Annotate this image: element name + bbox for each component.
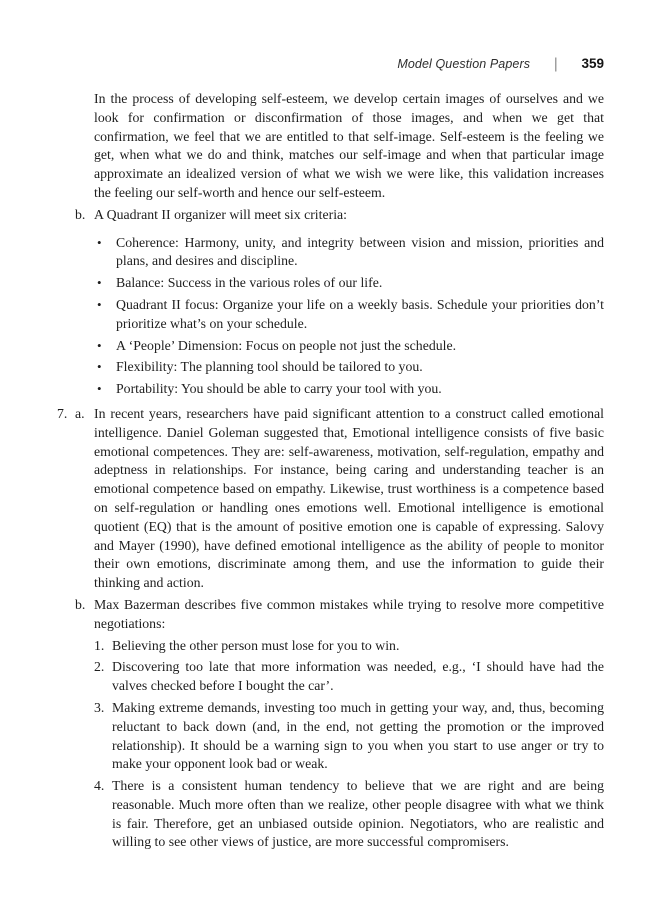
numbered-item-text: There is a consistent human tendency to believe that we are right and are being reasonable. Much more often than we realize, other people disagree with what we think is fair. Therefore, get an unbiased outside opinion. Negotiators, who are realistic and willing to see other views of justice, are more successful compromisers. xyxy=(112,778,604,850)
numbered-item-text: Making extreme demands, investing too much in getting your way, and, thus, becoming reluctant to back down (and, in the end, not getting the promotion or the improved relationship). It should be a warning sign to you when you start to use anger or try to make your opponent look bad or weak. xyxy=(112,699,604,772)
running-title: Model Question Papers xyxy=(397,57,531,71)
item-number: 7. xyxy=(57,405,68,421)
numbered-item-text: Believing the other person must lose for you to win. xyxy=(112,637,400,653)
header-separator-bar: | xyxy=(554,54,558,73)
bullet-text: Coherence: Harmony, unity, and integrity between vision and mission, priorities and plans, and desires and discipline. xyxy=(116,234,604,269)
item-content xyxy=(94,206,604,399)
numbered-item-4 xyxy=(94,777,604,852)
numbered-item-2 xyxy=(94,658,604,696)
list-item-b-quadrant-organizer xyxy=(75,206,604,399)
numbered-item-number: 4. xyxy=(94,778,105,794)
item-text: Max Bazerman describes five common mistakes while trying to resolve more competitive negotiations: xyxy=(94,596,604,631)
bullet-icon: • xyxy=(97,359,102,375)
numbered-item-number: 1. xyxy=(94,637,105,653)
item-text: In recent years, researchers have paid significant attention to a construct called emotional intelligence. Daniel Goleman suggested that, Emotional intelligence consists of five basic emotional competences. They are: self-awareness, motivation, self-regulation, empathy and adeptness in relationships. For instance, being caring and understanding teacher is an emotional competence based on empathy. Likewise, trust worthiness is a competence based on self-regulation or handling ones emotions well. Emotional intelligence is emotional quotient (EQ) that is the amount of positive emotion one is capable of expressing. Salovy and Mayer (1990), have defined emotional intelligence as the ability of people to monitor their own emotions, discriminate among them, and use the information to guide their thinking and action. xyxy=(94,405,604,591)
bullet-item-flexibility xyxy=(94,358,604,377)
criteria-bullet-list xyxy=(94,234,604,399)
bullet-text: Portability: You should be able to carry your tool with you. xyxy=(116,381,442,397)
item-label: b. xyxy=(75,206,86,222)
bullet-icon: • xyxy=(97,275,102,291)
bullet-text: A ‘People’ Dimension: Focus on people not just the schedule. xyxy=(116,337,457,353)
mistakes-numbered-list xyxy=(94,637,604,853)
bullet-text: Balance: Success in the various roles of our life. xyxy=(116,275,383,291)
bullet-icon: • xyxy=(97,296,102,312)
bullet-item-portability xyxy=(94,380,604,399)
item-label: b. xyxy=(75,596,86,612)
item-content xyxy=(94,405,604,593)
bullet-text: Flexibility: The planning tool should be tailored to you. xyxy=(116,359,423,375)
item-text: A Quadrant II organizer will meet six criteria: xyxy=(94,206,347,222)
numbered-item-3 xyxy=(94,699,604,774)
item-content xyxy=(94,596,604,852)
paragraph-self-esteem: In the process of developing self-esteem, we develop certain images of ourselves and we look for confirmation or disconfirmation of those images, and when we get that confirmation, we feel that we are entitled to that self-image. Self-esteem is the feeling we get, when what we do and think, matches our self-image and when that particular image approximate an idealized version of what we wish we were like, this validation increases the feeling our self-worth and hence our self-esteem. xyxy=(94,91,604,200)
bullet-item-balance xyxy=(94,274,604,293)
item-label: a. xyxy=(75,405,85,421)
numbered-item-number: 3. xyxy=(94,699,105,715)
page-header xyxy=(57,56,604,71)
bullet-text: Quadrant II focus: Organize your life on a weekly basis. Schedule your priorities don’t prioritize what’s on your schedule. xyxy=(116,296,604,331)
numbered-item-number: 2. xyxy=(94,659,105,675)
bullet-item-quadrant-focus xyxy=(94,296,604,334)
list-item-7a-emotional-intelligence xyxy=(57,405,604,593)
list-item-7b-bazerman-mistakes xyxy=(75,596,604,852)
numbered-item-1 xyxy=(94,637,604,656)
bullet-item-people-dimension xyxy=(94,337,604,356)
numbered-item-text: Discovering too late that more information was needed, e.g., ‘I should have had the valves checked before I bought the car’. xyxy=(112,659,604,694)
page-body xyxy=(57,90,604,852)
page-number: 359 xyxy=(581,56,604,71)
bullet-icon: • xyxy=(97,337,102,353)
bullet-icon: • xyxy=(97,234,102,250)
bullet-icon: • xyxy=(97,381,102,397)
bullet-item-coherence xyxy=(94,234,604,272)
